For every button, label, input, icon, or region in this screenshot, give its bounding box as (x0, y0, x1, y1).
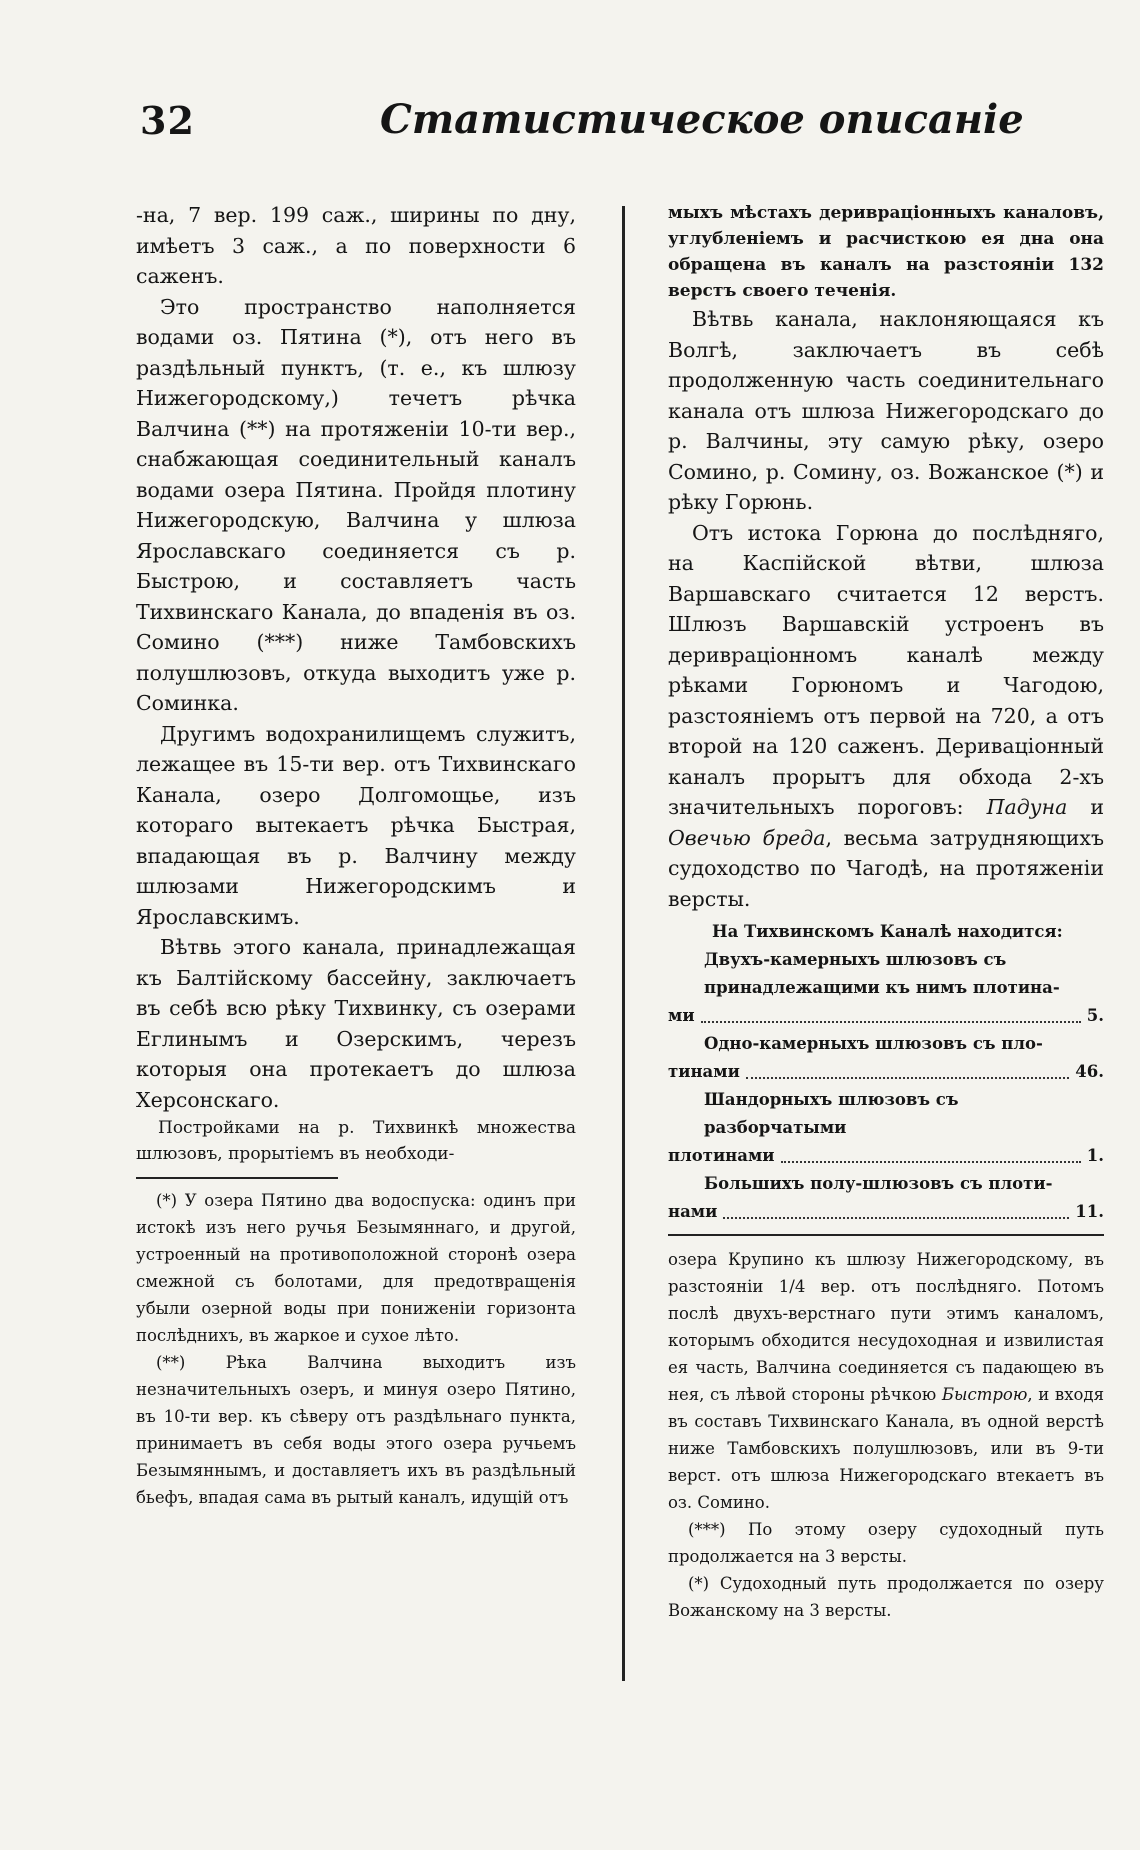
table-row (668, 1170, 1104, 1198)
table-row-total (668, 1002, 1104, 1030)
footnote-continuation-end: , и входя въ составъ Тихвинскаго Канала, въ одной верстѣ ниже Тамбовскихъ полушлюзовъ, или въ 9-ти верст. отъ шлюза Нижегородскаго втекаетъ въ оз. Сомино. (668, 1385, 1104, 1512)
rapids-name-2: Овечью бреда (668, 825, 826, 850)
footnote-4: (*) Судоходный путь продолжается по озеру Вожанскому на 3 версты. (668, 1574, 1104, 1620)
table-row-label-end: тинами (668, 1062, 740, 1081)
table-row-count: 11. (1075, 1202, 1104, 1221)
footnote-separator (668, 1234, 1104, 1236)
right-column (668, 200, 1104, 1624)
left-column (136, 200, 576, 1511)
left-paragraph-1: -на, 7 вер. 199 саж., ширины по дну, имѣетъ 3 саж., а по поверхности 6 саженъ. (136, 203, 576, 288)
table-row (668, 946, 1104, 1002)
table-row-count: 1. (1086, 1146, 1104, 1165)
table-row-label: Большихъ полу-шлюзовъ съ плоти- (704, 1174, 1053, 1193)
leader-dots (746, 1077, 1069, 1079)
leader-dots (701, 1021, 1081, 1023)
left-paragraph-2: Это пространство наполняется водами оз. Пятина (*), отъ него въ раздѣльный пунктъ, (т. е., къ шлюзу Нижегородскому,) течетъ рѣчка Валчина (**) на протяженіи 10-ти вер., снабжающая соединительный каналъ водами озера Пятина. Пройдя плотину Нижегородскую, Валчина у шлюза Ярославскаго соединяется съ р. Быстрою, и составляетъ часть Тихвинскаго Канала, до впаденія въ оз. Сомино (***) ниже Тамбовскихъ полушлюзовъ, откуда выходитъ уже р. Соминка. (136, 294, 576, 715)
table-row-label: Шандорныхъ шлюзовъ съ разборчатыми (704, 1090, 959, 1137)
footnote-2: (**) Рѣка Валчина выходитъ изъ незначительныхъ озеръ, и минуя озеро Пятино, въ 10-ти вер. къ сѣверу отъ раздѣльнаго пункта, принимаетъ въ себя воды этого озера ручьемъ Безымяннымъ, и доставляетъ ихъ въ раздѣльный бьефъ, впадая сама въ рытый каналъ, идущій отъ (136, 1353, 576, 1507)
footnote-continuation (668, 1246, 1104, 1516)
table-row-label-end: плотинами (668, 1146, 775, 1165)
footnote-continuation-text: озера Крупино къ шлюзу Нижегородскому, въ разстояніи 1/4 вер. отъ послѣдняго. Потомъ послѣ двухъ-верстнаго пути этимъ каналомъ, которымъ обходится несудоходная и извилистая ея часть, Валчина соединяется съ падающею въ нея, съ лѣвой стороны рѣчкою (668, 1250, 1104, 1404)
table-row (668, 1086, 1104, 1142)
table-row-total (668, 1058, 1104, 1086)
leader-dots (723, 1217, 1069, 1219)
right-paragraph-3-end: , весьма затрудняющихъ судоходство по Чагодѣ, на протяженіи версты. (668, 825, 1104, 911)
table-row-label-end: ми (668, 1006, 695, 1025)
right-paragraph-3 (668, 518, 1104, 915)
page-number: 32 (140, 98, 195, 143)
footnote-1: (*) У озера Пятино два водоспуска: одинъ при истокѣ изъ него ручья Безымяннаго, и другой, устроенный на противоположной сторонѣ озера смежной съ болотами, для предотвращенія убыли озерной воды при пониженіи горизонта послѣднихъ, въ жаркое и сухое лѣто. (136, 1191, 576, 1345)
left-paragraph-4: Вѣтвь этого канала, принадлежащая къ Балтійскому бассейну, заключаетъ въ себѣ всю рѣку Тихвинку, съ озерами Еглинымъ и Озерскимъ, черезъ которыя она протекаетъ до шлюза Херсонскаго. (136, 935, 576, 1112)
table-row-total (668, 1198, 1104, 1226)
locks-table-heading: На Тихвинскомъ Каналѣ находится: (712, 922, 1063, 941)
locks-table (668, 918, 1104, 1226)
table-row-count: 46. (1075, 1062, 1104, 1081)
right-paragraph-2: Вѣтвь канала, наклоняющаяся къ Волгѣ, заключаетъ въ себѣ продолженную часть соединительнаго канала отъ шлюза Нижегородскаго до р. Валчины, эту самую рѣку, озеро Сомино, р. Сомину, оз. Вожанское (*) и рѣку Горюнь. (668, 307, 1104, 514)
footnote-3: (***) По этому озеру судоходный путь продолжается на 3 версты. (668, 1520, 1104, 1566)
rapids-name-1: Падуна (986, 795, 1068, 819)
right-paragraph-3-text: Отъ истока Горюна до послѣдняго, на Каспійской вѣтви, шлюза Варшавскаго считается 12 верстъ. Шлюзъ Варшавскій устроенъ въ деривраціонномъ каналѣ между рѣками Горюномъ и Чагодою, разстояніемъ отъ первой на 720, а отъ второй на 120 саженъ. Дериваціонный каналъ прорытъ для обхода 2-хъ значительныхъ пороговъ: (668, 520, 1104, 819)
table-row (668, 1030, 1104, 1058)
left-paragraph-5: Постройками на р. Тихвинкѣ множества шлюзовъ, прорытіемъ въ необходи- (136, 1118, 576, 1164)
right-paragraph-1: мыхъ мѣстахъ деривраціонныхъ каналовъ, углубленіемъ и расчисткою ея дна она обращена въ каналъ на разстояніи 132 верстъ своего теченія. (668, 203, 1104, 301)
river-name: Быстрою (941, 1385, 1028, 1404)
table-row-total (668, 1142, 1104, 1170)
table-row-label: Двухъ-камерныхъ шлюзовъ съ принадлежащими къ нимъ плотина- (704, 950, 1060, 997)
table-row-label: Одно-камерныхъ шлюзовъ съ пло- (704, 1034, 1043, 1053)
conjunction: и (1090, 795, 1104, 819)
running-head: Статистическое описаніе (380, 96, 1024, 143)
table-row-label-end: нами (668, 1202, 718, 1221)
left-paragraph-3: Другимъ водохранилищемъ служитъ, лежащее въ 15-ти вер. отъ Тихвинскаго Канала, озеро Долгомощье, изъ котораго вытекаетъ рѣчка Быстрая, впадающая въ р. Валчину между шлюзами Нижегородскимъ и Ярославскимъ. (136, 721, 576, 929)
column-divider (622, 206, 625, 1681)
footnote-separator (136, 1177, 338, 1179)
table-row-count: 5. (1086, 1006, 1104, 1025)
leader-dots (781, 1161, 1081, 1163)
